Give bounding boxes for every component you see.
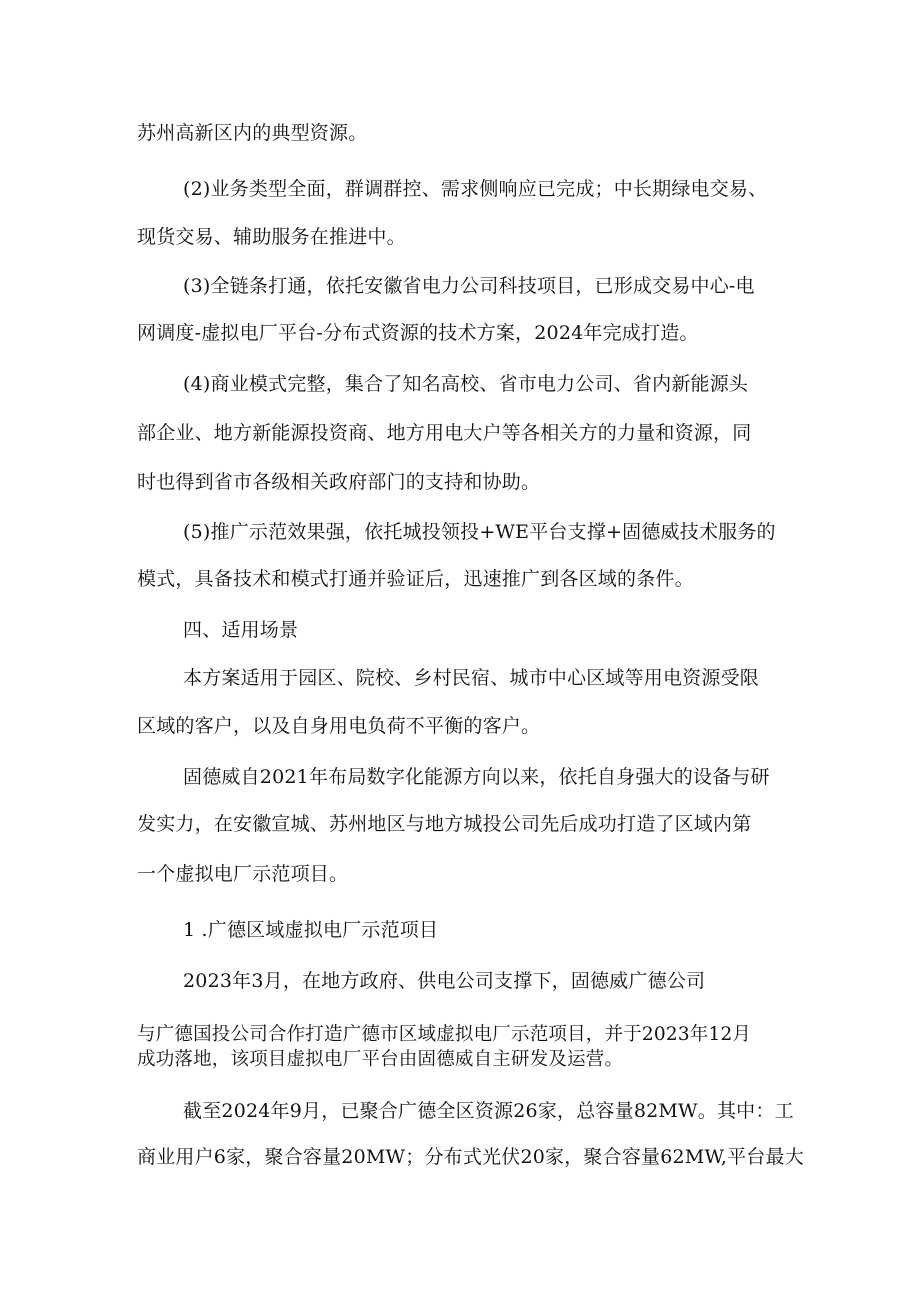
text-line: 商业用户6家，聚合容量20MW；分布式光伏20家，聚合容量62MW,平台最大 [137, 1146, 804, 1168]
text-line: 一个虚拟电厂示范项目。 [137, 863, 349, 885]
text-line: 时也得到省市各级相关政府部门的支持和协助。 [137, 471, 541, 493]
text-line: 与广德国投公司合作打造广德市区域虚拟电厂示范项目，并于2023年12月 [137, 1024, 752, 1045]
text-line: 区域的客户，以及自身用电负荷不平衡的客户。 [137, 715, 541, 737]
text-line: 截至2024年9月，已聚合广德全区资源26家，总容量82MW。其中：工 [183, 1100, 794, 1122]
text-line: (5)推广示范效果强，依托城投领投+WE平台支撑+固德威技术服务的 [183, 521, 776, 543]
text-line: (3)全链条打通，依托安徽省电力公司科技项目，已形成交易中心-电 [183, 275, 755, 297]
text-line: 2023年3月，在地方政府、供电公司支撑下，固德威广德公司 [183, 970, 706, 992]
text-line: 现货交易、辅助服务在推进中。 [137, 226, 406, 248]
text-line: 本方案适用于园区、院校、乡村民宿、城市中心区域等用电资源受限 [183, 667, 760, 689]
subsection-heading: 1 .广德区域虚拟电厂示范项目 [183, 919, 439, 941]
text-line: 固德威自2021年布局数字化能源方向以来，依托自身强大的设备与研 [183, 766, 770, 788]
text-line: 苏州高新区内的典型资源。 [137, 122, 368, 144]
text-line: 发实力，在安徽宣城、苏州地区与地方城投公司先后成功打造了区域内第 [137, 813, 752, 835]
text-line: (4)商业模式完整，集合了知名高校、省市电力公司、省内新能源头 [183, 373, 749, 395]
text-line: (2)业务类型全面，群调群控、需求侧响应已完成；中长期绿电交易、 [183, 178, 768, 200]
text-line: 成功落地，该项目虚拟电厂平台由固德威自主研发及运营。 [137, 1049, 624, 1070]
text-line: 网调度-虚拟电厂平台-分布式资源的技术方案，2024年完成打造。 [137, 322, 699, 344]
text-line: 模式，具备技术和模式打通并验证后，迅速推广到各区域的条件。 [137, 568, 694, 590]
section-heading: 四、适用场景 [183, 619, 299, 641]
text-line: 部企业、地方新能源投资商、地方用电大户等各相关方的力量和资源，同 [137, 422, 752, 444]
